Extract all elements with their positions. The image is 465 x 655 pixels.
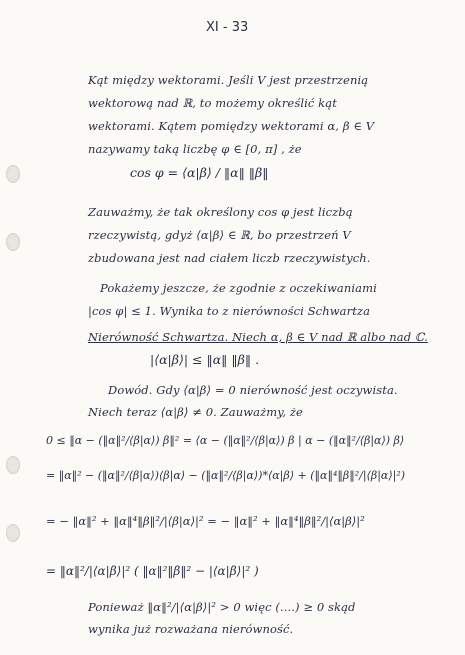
theorem-heading: Nierówność Schwartza. Niech α, β ∈ V nad ℝ albo nad ℂ.: [88, 330, 428, 344]
proof-line: Niech teraz ⟨α|β⟩ ≠ 0. Zauważmy, że: [88, 405, 303, 419]
proof-line: Dowód. Gdy ⟨α|β⟩ = 0 nierówność jest oczywista.: [108, 383, 398, 397]
text-line: Ponieważ ‖α‖²/|⟨α|β⟩|² > 0 więc (....) ≥ 0 skąd: [88, 600, 356, 614]
binder-hole: [6, 165, 20, 183]
text-line: rzeczywistą, gdyż ⟨α|β⟩ ∈ ℝ, bo przestrzeń V: [88, 228, 351, 242]
text-line: Zauważmy, że tak określony cos φ jest liczbą: [88, 205, 353, 219]
text-line: wektorową nad ℝ, to możemy określić kąt: [88, 96, 337, 110]
binder-hole: [6, 456, 20, 474]
text-line: Kąt między wektorami. Jeśli V jest przestrzenią: [88, 73, 369, 87]
equation-line: = − ‖α‖² + ‖α‖⁴‖β‖²/|⟨β|α⟩|² = − ‖α‖² + ‖α‖⁴‖β‖²/|⟨α|β⟩|²: [46, 514, 365, 528]
cosine-formula: cos φ = ⟨α|β⟩ / ‖α‖ ‖β‖: [130, 165, 269, 180]
text-line: nazywamy taką liczbę φ ∈ [0, π] , że: [88, 142, 302, 156]
text-line: wynika już rozważana nierówność.: [88, 622, 294, 636]
binder-hole: [6, 524, 20, 542]
schwarz-inequality: |⟨α|β⟩| ≤ ‖α‖ ‖β‖ .: [150, 352, 260, 367]
text-line: wektorami. Kątem pomiędzy wektorami α, β ∈ V: [88, 119, 375, 133]
equation-line: = ‖α‖²/|⟨α|β⟩|² ( ‖α‖²‖β‖² − |⟨α|β⟩|² ): [46, 564, 259, 578]
text-line: |cos φ| ≤ 1. Wynika to z nierówności Schwartza: [88, 304, 371, 318]
text-line: zbudowana jest nad ciałem liczb rzeczywistych.: [88, 251, 371, 265]
page-number: XI - 33: [206, 20, 249, 35]
text-line: Pokażemy jeszcze, że zgodnie z oczekiwaniami: [100, 281, 377, 295]
equation-line: 0 ≤ ‖α − (‖α‖²/⟨β|α⟩) β‖² = ⟨α − (‖α‖²/⟨β|α⟩) β | α − (‖α‖²/⟨β|α⟩) β⟩: [46, 434, 405, 447]
equation-line: = ‖α‖² − (‖α‖²/⟨β|α⟩)⟨β|α⟩ − (‖α‖²/⟨β|α⟩)*⟨α|β⟩ + (‖α‖⁴‖β‖²/|⟨β|α⟩|²): [46, 469, 406, 482]
binder-hole: [6, 233, 20, 251]
